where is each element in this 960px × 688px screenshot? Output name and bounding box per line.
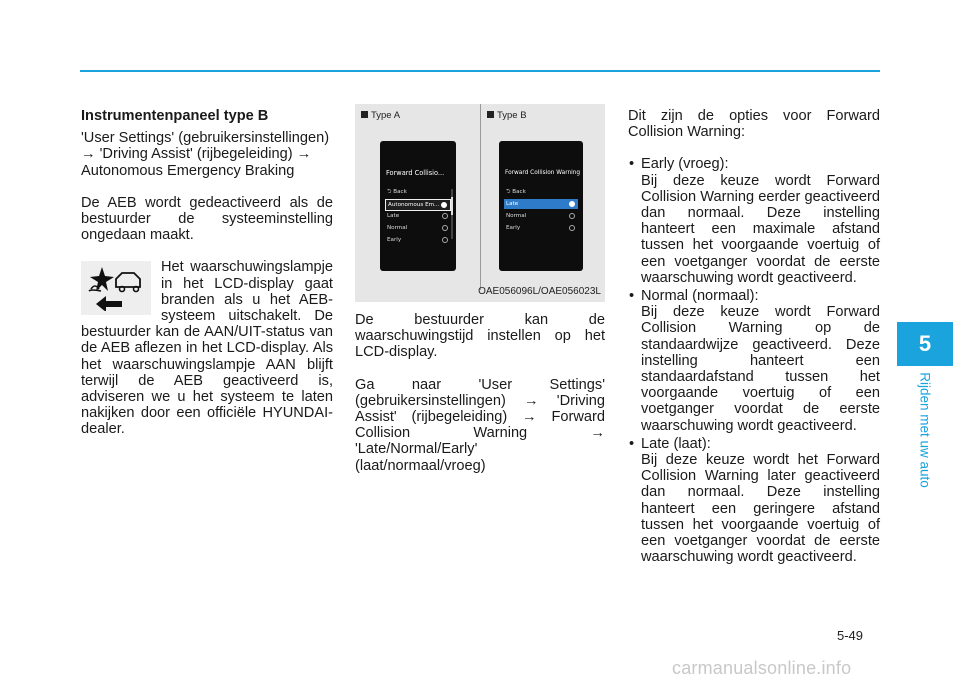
bullet-normal-text: Bij deze keuze wordt Forward Collision Warning op de standaardwijze geactiveerd. Deze instelling hanteert een standaardafstand tussen het voorgaande voertuig of een voetganger voordat de eerste waarschuwing wordt geactiveerd. xyxy=(641,304,880,434)
warning-light-paragraph: Het waarschuwingslampje in het LCD-display gaat branden als u het AEB-systeem uitschakelt. De bestuurder kan de AAN/UIT-status van de AEB aflezen in het LCD-display. Als het waarschuwingslampje AAN blijft terwijl de AEB geactiveerd is, adviseren we u het systeem te laten nakijken door een officiële HYUNDAI-dealer. xyxy=(81,259,333,438)
menu-row: Normal xyxy=(385,223,451,233)
type-b-label: Type B xyxy=(487,108,527,124)
menu-row: Late xyxy=(504,199,578,209)
section-heading: Instrumentenpaneel type B xyxy=(81,108,269,124)
lcd-screen-type-a xyxy=(380,141,456,271)
menu-row: Early xyxy=(385,235,451,245)
scrollbar xyxy=(451,189,453,239)
lcd-screen-type-b xyxy=(499,141,583,271)
menu-row: Late xyxy=(385,211,451,221)
screen-title: Forward Collision Warning xyxy=(505,170,581,176)
chapter-title: Rijden met uw auto xyxy=(917,372,933,488)
back-row: ⮌ Back xyxy=(387,189,407,195)
radio-icon xyxy=(569,201,575,207)
bullet-early-label: • Early (vroeg): xyxy=(629,156,729,173)
radio-icon xyxy=(442,213,448,219)
figure-divider xyxy=(480,104,481,290)
aeb-warning-icon xyxy=(81,261,151,315)
watermark: carmanualsonline.info xyxy=(672,658,852,678)
screen-title: Forward Collisio... xyxy=(386,169,445,177)
chapter-tab: 5 xyxy=(897,322,953,366)
radio-icon xyxy=(569,213,575,219)
bullet-normal-label: • Normal (normaal): xyxy=(629,288,759,305)
options-intro: Dit zijn de opties voor Forward Collision Warning: xyxy=(628,108,880,141)
square-bullet-icon xyxy=(361,111,368,118)
bullet-late-text: Bij deze keuze wordt het Forward Collision Warning later geactiveerd dan normaal. Deze instelling hanteert een geringere afstand tussen het voorgaande voertuig of een voetganger voordat de eerste waarschuwing wordt geactiveerd. xyxy=(641,452,880,566)
menu-row: Early xyxy=(504,223,578,233)
bullet-late-label: • Late (laat): xyxy=(629,435,711,452)
radio-icon xyxy=(442,225,448,231)
column-left xyxy=(81,108,333,438)
square-bullet-icon xyxy=(487,111,494,118)
header-rule xyxy=(80,70,880,72)
fcw-path-paragraph: Ga naar 'User Settings' (gebruikersinstellingen) → 'Driving Assist' (rijbegeleiding) → Forward Collision Warning → 'Late/Normal/Early' (laat/normaal/vroeg) xyxy=(355,376,605,474)
deactivation-paragraph: De AEB wordt gedeactiveerd als de bestuurder de systeeminstelling ongedaan maakt. xyxy=(81,194,333,244)
radio-icon xyxy=(569,225,575,231)
bullet-early-text: Bij deze keuze wordt Forward Collision Warning eerder geactiveerd dan normaal. Deze instelling hanteert een maximale afstand tussen het voorgaande voertuig of een voetganger voordat de eerste waarschuwing wordt geactiveerd. xyxy=(641,172,880,286)
type-a-label: Type A xyxy=(361,108,400,124)
settings-path: 'User Settings' (gebruikersinstellingen) → 'Driving Assist' (rijbegeleiding) → Autonomous Emergency Braking xyxy=(81,130,330,179)
warning-time-paragraph: De bestuurder kan de waarschuwingstijd instellen op het LCD-display. xyxy=(355,312,605,361)
menu-row: Autonomous Em... xyxy=(385,199,451,211)
menu-row: Normal xyxy=(504,211,578,221)
column-right xyxy=(628,108,880,565)
radio-icon xyxy=(441,202,447,208)
back-row: ⮌ Back xyxy=(506,189,526,195)
figure-code: OAE056096L/OAE056023L xyxy=(478,285,601,297)
page-number: 5-49 xyxy=(837,628,864,643)
column-middle xyxy=(355,108,605,474)
lcd-figure xyxy=(355,104,605,302)
radio-icon xyxy=(442,237,448,243)
